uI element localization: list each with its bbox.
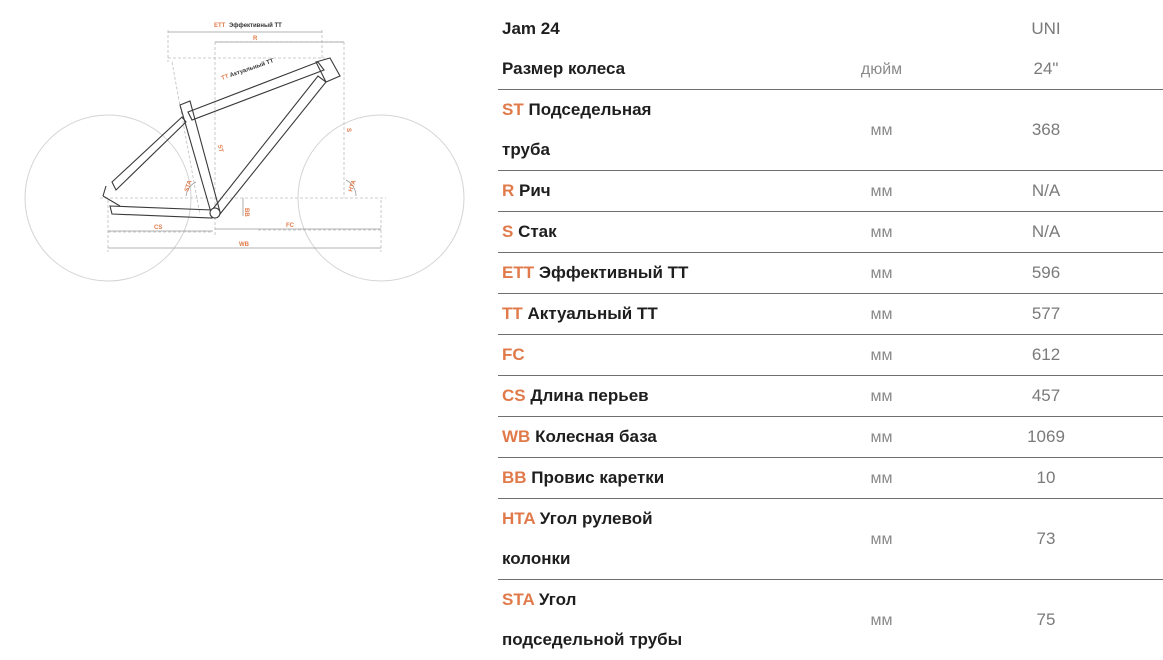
parameter-abbr: TT [502,304,523,323]
unit-cell: дюйм [860,61,903,78]
parameter-name [498,171,804,211]
parameter-abbr: ST [502,100,524,119]
parameter-abbr: CS [502,386,526,405]
table-row [498,253,1163,294]
value-cell: 457 [1031,386,1061,405]
helper-lines [100,30,386,252]
value-cell: N/A [1031,222,1061,241]
parameter-label: Эффективный ТТ [538,263,689,282]
parameter-label: Угол рулевой [539,509,653,528]
value-cell: 75 [1036,610,1056,629]
unit-cell: мм [870,470,893,487]
geometry-spec-table [498,9,1163,660]
value-cell: 612 [1031,345,1061,364]
value-cell: 24" [1033,59,1059,78]
unit-cell: мм [870,183,893,200]
label-wb: WB [239,242,249,248]
parameter-name-line [502,90,804,130]
parameter-name [498,580,804,660]
parameter-name [498,253,804,293]
label-hta: HTA [348,179,358,193]
unit-cell: мм [870,224,893,241]
table-header-row [498,9,1163,49]
value-cell: 577 [1031,304,1061,323]
parameter-name [498,417,804,457]
label-ett: ETT [214,23,226,29]
parameter-name [498,294,804,334]
table-row [498,417,1163,458]
unit-cell: мм [870,265,893,282]
value-cell: N/A [1031,181,1061,200]
parameter-name-line [502,49,804,89]
label-st: ST [216,144,224,153]
parameter-abbr: R [502,181,515,200]
parameter-label: Подседельная [528,100,652,119]
parameter-name [498,212,804,252]
header-unit-cell [804,9,959,49]
label-tt: TT [220,73,230,82]
parameter-name-line [502,171,804,211]
label-s: S [345,128,351,133]
value-cell: 10 [1036,468,1056,487]
parameter-name-line [502,620,804,660]
value-cell: 73 [1036,529,1056,548]
table-row [498,294,1163,335]
value-cell: 368 [1031,120,1061,139]
parameter-label: Провис каретки [531,468,665,487]
parameter-name-line [502,499,804,539]
parameter-name-line [502,253,804,293]
table-row [498,335,1163,376]
table-row [498,171,1163,212]
label-r: R [253,36,258,42]
parameter-label: Угол [538,590,577,609]
model-name: Jam 24 [502,19,560,38]
table-row [498,90,1163,171]
parameter-name [498,458,804,498]
unit-cell: мм [870,388,893,405]
table-row [498,49,1163,90]
table-row [498,212,1163,253]
label-cs: CS [154,225,163,231]
parameter-label: труба [502,140,550,159]
parameter-abbr: HTA [502,509,536,528]
parameter-label: Актуальный ТТ [527,304,658,323]
unit-cell: мм [870,122,893,139]
table-row [498,499,1163,580]
parameter-abbr: BB [502,468,527,487]
parameter-name-line [502,294,804,334]
parameter-name-line [502,458,804,498]
unit-cell: мм [870,531,893,548]
unit-cell: мм [870,429,893,446]
parameter-name-line [502,212,804,252]
bike-frame-diagram [0,0,490,300]
parameter-name-line [502,417,804,457]
parameter-name-line [502,335,804,375]
parameter-abbr: FC [502,345,525,364]
table-row [498,580,1163,660]
parameter-name [498,49,804,89]
parameter-name-line [502,580,804,620]
label-ett-text: Эффективный ТТ [229,23,282,29]
parameter-name [498,376,804,416]
label-bb: BB [243,208,249,217]
frame [103,58,340,218]
parameter-name-line [502,130,804,170]
unit-cell: мм [870,612,893,629]
parameter-label: Размер колеса [502,59,626,78]
value-cell: 596 [1031,263,1061,282]
label-fc: FC [286,223,294,229]
size-label: UNI [1031,19,1061,38]
value-cell: 1069 [1027,427,1065,446]
parameter-abbr: WB [502,427,531,446]
parameter-abbr: S [502,222,514,241]
parameter-name-line [502,539,804,579]
parameter-label: Рич [519,181,551,200]
unit-cell: мм [870,306,893,323]
parameter-label: Стак [518,222,557,241]
unit-cell: мм [870,347,893,364]
label-tt-text: Актуальный ТТ [229,58,275,79]
parameter-abbr: STA [502,590,535,609]
table-row [498,376,1163,417]
parameter-label: Колесная база [535,427,657,446]
parameter-name [498,90,804,170]
table-body [498,49,1163,660]
parameter-name [498,335,804,375]
parameter-name [498,499,804,579]
parameter-abbr: ETT [502,263,535,282]
parameter-label: Длина перьев [530,386,649,405]
parameter-label: подседельной трубы [502,630,683,649]
table-row [498,458,1163,499]
parameter-name-line [502,376,804,416]
geometry-diagram [0,0,490,300]
label-sta: STA [184,179,194,193]
parameter-label: колонки [502,549,571,568]
